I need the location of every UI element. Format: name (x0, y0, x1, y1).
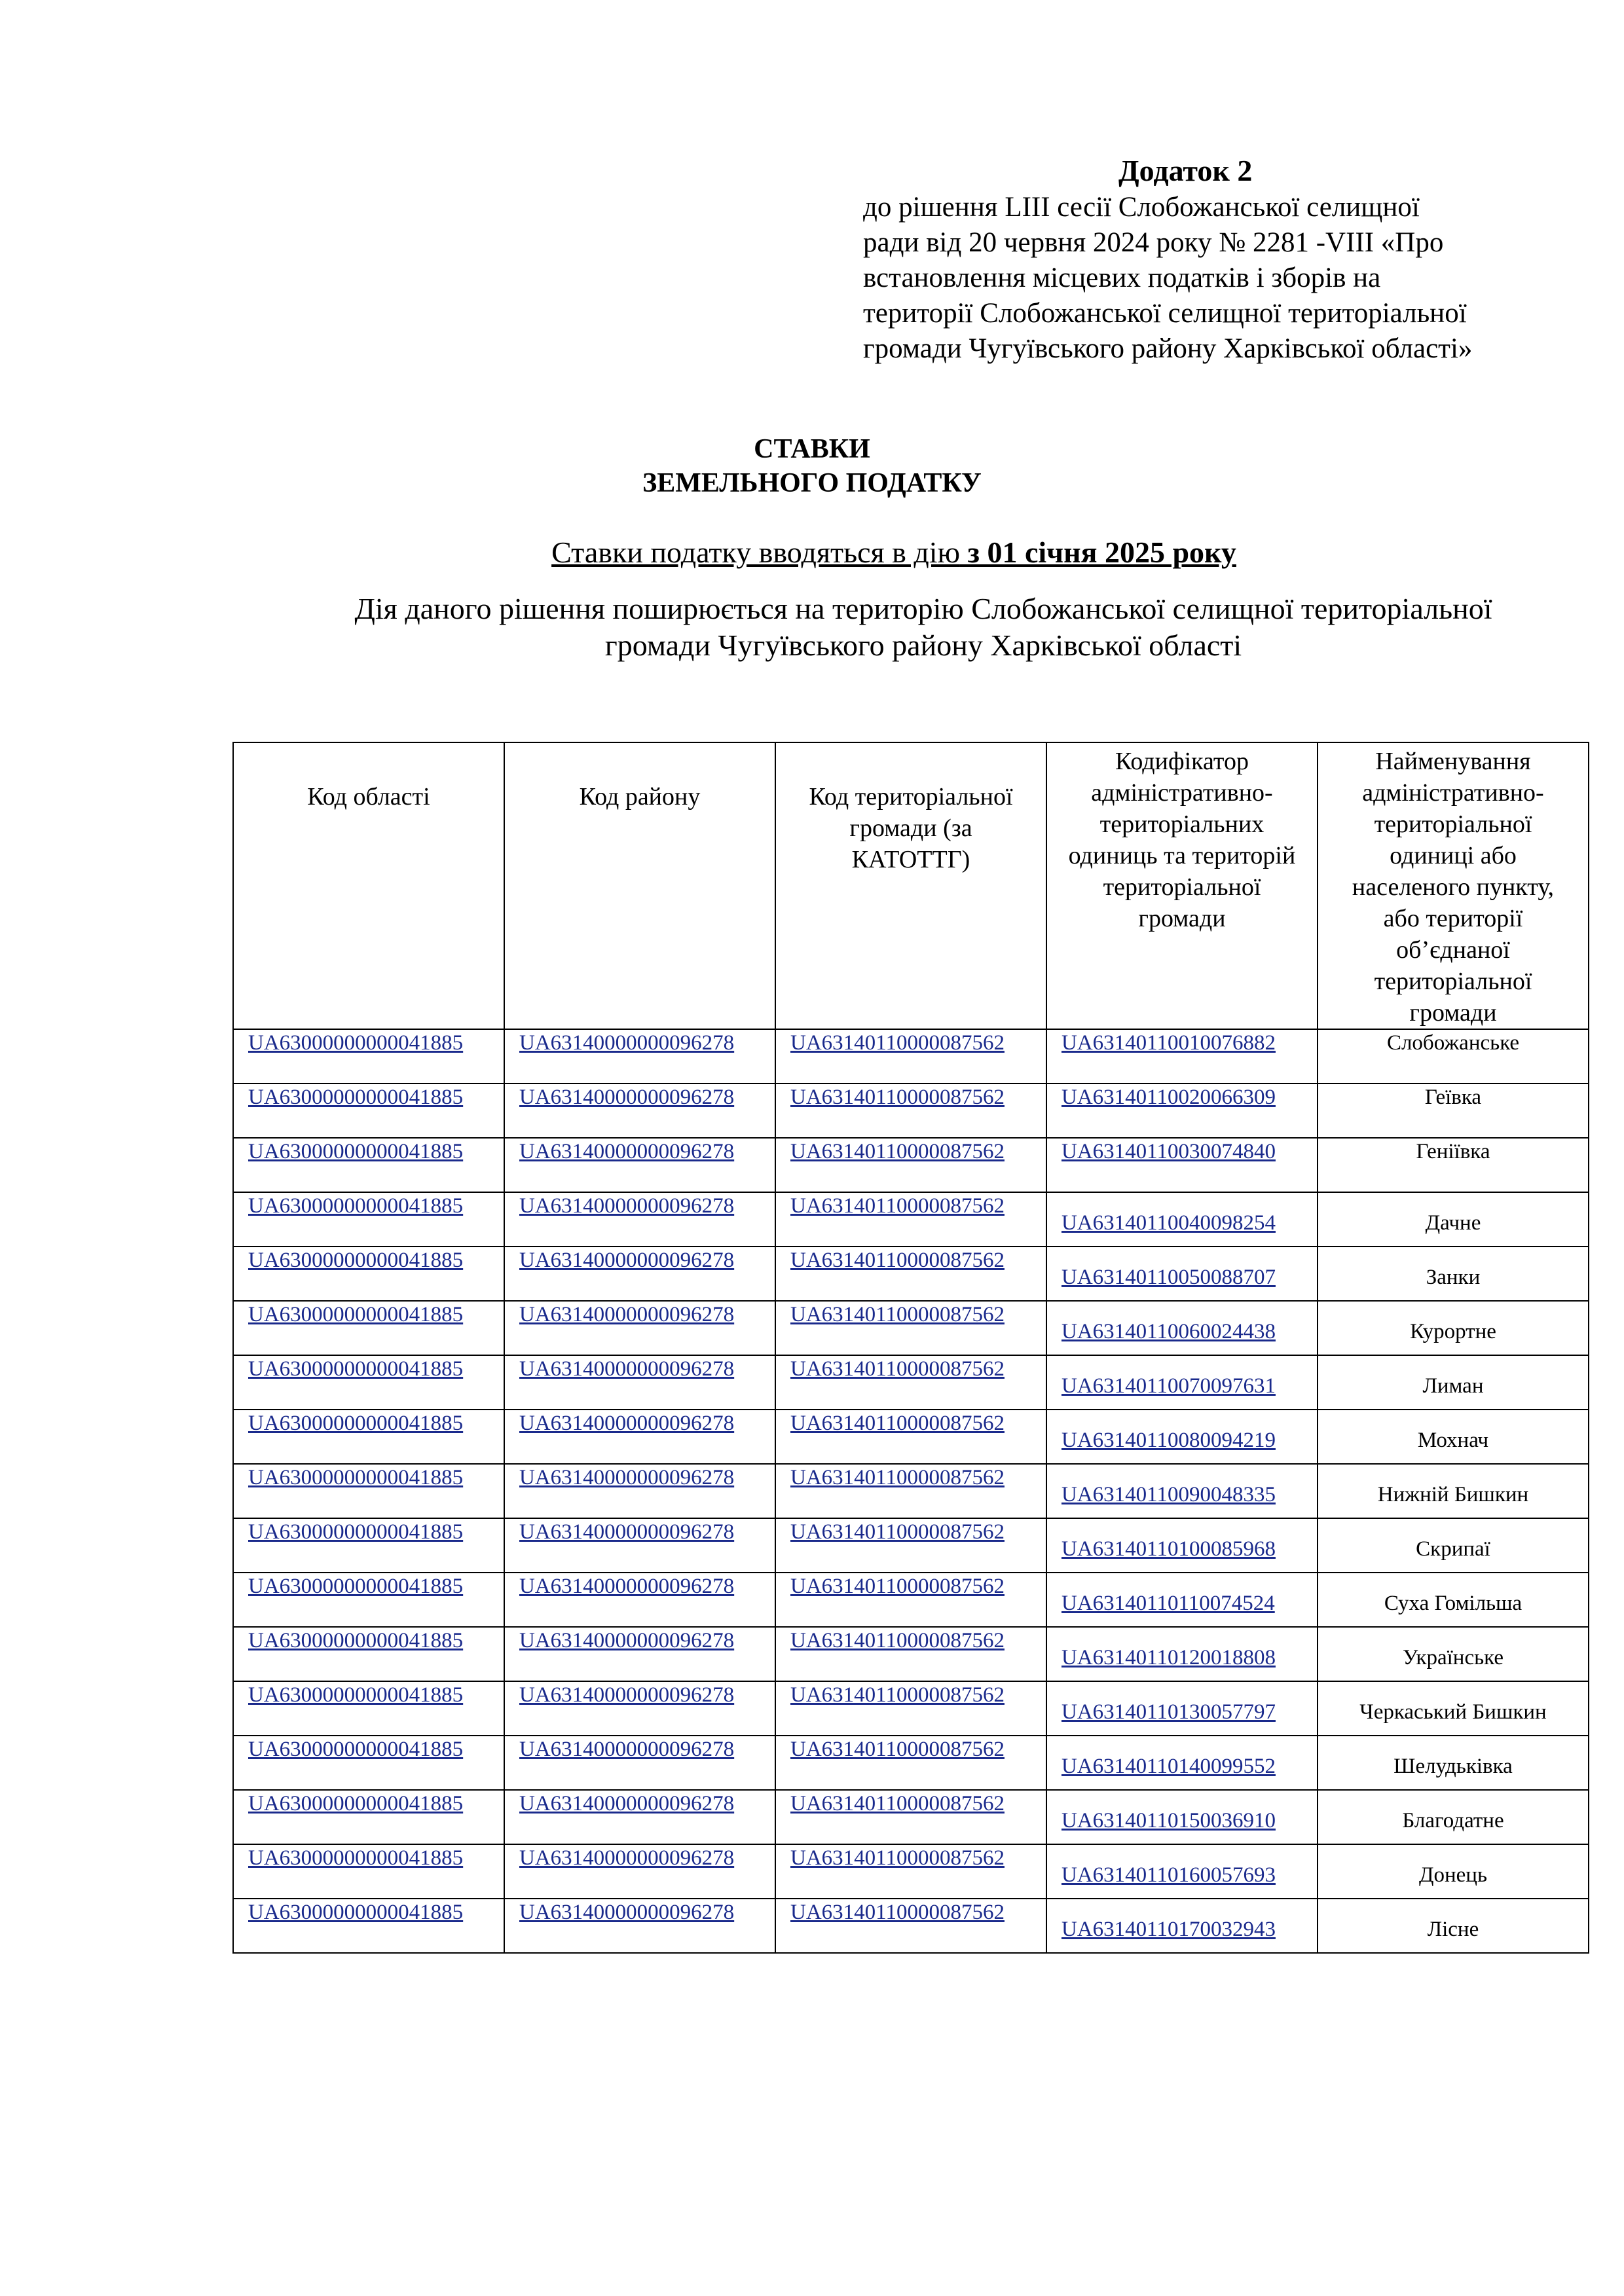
district-code-link[interactable]: UA63140000000096278 (504, 1573, 775, 1627)
district-code-link[interactable]: UA63140000000096278 (504, 1518, 775, 1573)
district-code-link[interactable]: UA63140000000096278 (504, 1790, 775, 1844)
region-code-link[interactable]: UA63000000000041885 (233, 1627, 504, 1681)
table-row (233, 1573, 1589, 1627)
unit-name: Шелудьківка (1318, 1736, 1589, 1790)
community-code-link[interactable]: UA63140110000087562 (775, 1844, 1046, 1899)
header-codifier: Кодифікатор адміністративно-територіальних одиниць та територій територіальної громади (1046, 742, 1318, 1029)
district-code-link[interactable]: UA63140000000096278 (504, 1192, 775, 1247)
community-code-link[interactable]: UA63140110000087562 (775, 1790, 1046, 1844)
district-code-link[interactable]: UA63140000000096278 (504, 1301, 775, 1355)
table-row (233, 1247, 1589, 1301)
region-code-link[interactable]: UA63000000000041885 (233, 1084, 504, 1138)
codifier-link[interactable]: UA63140110170032943 (1046, 1899, 1318, 1953)
table-row (233, 1084, 1589, 1138)
header-unit-name: Найменування адміністративно-територіальної одиниці або населеного пункту, або території об’єднаної територіальної громади (1318, 742, 1589, 1029)
region-code-link[interactable]: UA63000000000041885 (233, 1301, 504, 1355)
community-code-link[interactable]: UA63140110000087562 (775, 1627, 1046, 1681)
community-code-link[interactable]: UA63140110000087562 (775, 1573, 1046, 1627)
region-code-link[interactable]: UA63000000000041885 (233, 1247, 504, 1301)
region-code-link[interactable]: UA63000000000041885 (233, 1573, 504, 1627)
appendix-block (863, 152, 1583, 367)
unit-name: Геївка (1318, 1084, 1589, 1138)
table-row (233, 1029, 1589, 1084)
region-code-link[interactable]: UA63000000000041885 (233, 1736, 504, 1790)
district-code-link[interactable]: UA63140000000096278 (504, 1138, 775, 1192)
table-row (233, 1301, 1589, 1355)
unit-name: Суха Гомільша (1318, 1573, 1589, 1627)
table-row (233, 1410, 1589, 1464)
community-code-link[interactable]: UA63140110000087562 (775, 1138, 1046, 1192)
unit-name: Геніївка (1318, 1138, 1589, 1192)
appendix-line: до рішення LIII сесії Слобожанської селищної (863, 192, 1420, 223)
community-code-link[interactable]: UA63140110000087562 (775, 1301, 1046, 1355)
community-code-link[interactable]: UA63140110000087562 (775, 1899, 1046, 1953)
unit-name: Донець (1318, 1844, 1589, 1899)
unit-name: Дачне (1318, 1192, 1589, 1247)
unit-name: Занки (1318, 1247, 1589, 1301)
region-code-link[interactable]: UA63000000000041885 (233, 1790, 504, 1844)
codifier-link[interactable]: UA63140110030074840 (1046, 1138, 1318, 1192)
codifier-link[interactable]: UA63140110150036910 (1046, 1790, 1318, 1844)
community-code-link[interactable]: UA63140110000087562 (775, 1192, 1046, 1247)
unit-name: Українське (1318, 1627, 1589, 1681)
codifier-link[interactable]: UA63140110070097631 (1046, 1355, 1318, 1410)
community-code-link[interactable]: UA63140110000087562 (775, 1464, 1046, 1518)
appendix-line: території Слобожанської селищної територіальної (863, 298, 1467, 329)
title-line-1: СТАВКИ (754, 434, 870, 464)
document-title (0, 432, 1624, 500)
region-code-link[interactable]: UA63000000000041885 (233, 1355, 504, 1410)
codifier-link[interactable]: UA63140110130057797 (1046, 1681, 1318, 1736)
district-code-link[interactable]: UA63140000000096278 (504, 1355, 775, 1410)
region-code-link[interactable]: UA63000000000041885 (233, 1138, 504, 1192)
codifier-link[interactable]: UA63140110020066309 (1046, 1084, 1318, 1138)
region-code-link[interactable]: UA63000000000041885 (233, 1029, 504, 1084)
district-code-link[interactable]: UA63140000000096278 (504, 1627, 775, 1681)
table-row (233, 1681, 1589, 1736)
region-code-link[interactable]: UA63000000000041885 (233, 1844, 504, 1899)
codifier-link[interactable]: UA63140110120018808 (1046, 1627, 1318, 1681)
codifier-link[interactable]: UA63140110160057693 (1046, 1844, 1318, 1899)
region-code-link[interactable]: UA63000000000041885 (233, 1681, 504, 1736)
unit-name: Скрипаї (1318, 1518, 1589, 1573)
table-row (233, 1844, 1589, 1899)
region-code-link[interactable]: UA63000000000041885 (233, 1518, 504, 1573)
community-code-link[interactable]: UA63140110000087562 (775, 1355, 1046, 1410)
unit-name: Благодатне (1318, 1790, 1589, 1844)
effective-date-line (0, 534, 1624, 571)
codifier-link[interactable]: UA63140110060024438 (1046, 1301, 1318, 1355)
district-code-link[interactable]: UA63140000000096278 (504, 1899, 775, 1953)
header-community-code: Код територіальної громади (за КАТОТТГ) (775, 742, 1046, 1029)
codifier-link[interactable]: UA63140110140099552 (1046, 1736, 1318, 1790)
district-code-link[interactable]: UA63140000000096278 (504, 1029, 775, 1084)
district-code-link[interactable]: UA63140000000096278 (504, 1247, 775, 1301)
codifier-link[interactable]: UA63140110080094219 (1046, 1410, 1318, 1464)
table-row (233, 1518, 1589, 1573)
district-code-link[interactable]: UA63140000000096278 (504, 1084, 775, 1138)
codifier-link[interactable]: UA63140110100085968 (1046, 1518, 1318, 1573)
title-line-2: ЗЕМЕЛЬНОГО ПОДАТКУ (642, 468, 982, 498)
region-code-link[interactable]: UA63000000000041885 (233, 1464, 504, 1518)
table-row (233, 1790, 1589, 1844)
scope-statement (275, 591, 1572, 664)
district-code-link[interactable]: UA63140000000096278 (504, 1844, 775, 1899)
codifier-link[interactable]: UA63140110040098254 (1046, 1192, 1318, 1247)
appendix-line: встановлення місцевих податків і зборів на (863, 263, 1381, 293)
unit-name: Слобожанське (1318, 1029, 1589, 1084)
table-row (233, 1355, 1589, 1410)
appendix-line: ради від 20 червня 2024 року № 2281 -VIII «Про (863, 227, 1444, 258)
scope-line-2: громади Чугуївського району Харківської області (604, 629, 1242, 662)
community-code-link[interactable]: UA63140110000087562 (775, 1736, 1046, 1790)
region-code-link[interactable]: UA63000000000041885 (233, 1410, 504, 1464)
codifier-link[interactable]: UA63140110110074524 (1046, 1573, 1318, 1627)
table-row (233, 1899, 1589, 1953)
scope-line-1: Дія даного рішення поширюється на територію Слобожанської селищної територіальної (354, 592, 1492, 625)
unit-name: Лиман (1318, 1355, 1589, 1410)
table-row (233, 1138, 1589, 1192)
unit-name: Лісне (1318, 1899, 1589, 1953)
community-code-link[interactable]: UA63140110000087562 (775, 1247, 1046, 1301)
codifier-link[interactable]: UA63140110010076882 (1046, 1029, 1318, 1084)
community-code-link[interactable]: UA63140110000087562 (775, 1681, 1046, 1736)
appendix-title: Додаток 2 (1118, 154, 1253, 187)
codes-table (232, 742, 1589, 1954)
district-code-link[interactable]: UA63140000000096278 (504, 1410, 775, 1464)
table-row (233, 1192, 1589, 1247)
district-code-link[interactable]: UA63140000000096278 (504, 1736, 775, 1790)
codifier-link[interactable]: UA63140110050088707 (1046, 1247, 1318, 1301)
community-code-link[interactable]: UA63140110000087562 (775, 1029, 1046, 1084)
header-region-code: Код області (233, 742, 504, 1029)
unit-name: Черкаський Бишкин (1318, 1681, 1589, 1736)
table-header-row (233, 742, 1589, 1029)
effective-date: з 01 січня 2025 року (959, 536, 1236, 569)
community-code-link[interactable]: UA63140110000087562 (775, 1084, 1046, 1138)
appendix-line: громади Чугуївського району Харківської області» (863, 333, 1473, 364)
community-code-link[interactable]: UA63140110000087562 (775, 1410, 1046, 1464)
codifier-link[interactable]: UA63140110090048335 (1046, 1464, 1318, 1518)
table-row (233, 1627, 1589, 1681)
effective-plain: Ставки податку вводяться в дію (551, 536, 960, 569)
region-code-link[interactable]: UA63000000000041885 (233, 1899, 504, 1953)
community-code-link[interactable]: UA63140110000087562 (775, 1518, 1046, 1573)
header-district-code: Код району (504, 742, 775, 1029)
table-row (233, 1736, 1589, 1790)
district-code-link[interactable]: UA63140000000096278 (504, 1681, 775, 1736)
district-code-link[interactable]: UA63140000000096278 (504, 1464, 775, 1518)
unit-name: Нижній Бишкин (1318, 1464, 1589, 1518)
region-code-link[interactable]: UA63000000000041885 (233, 1192, 504, 1247)
unit-name: Мохнач (1318, 1410, 1589, 1464)
effective-text (551, 536, 1236, 569)
unit-name: Курортне (1318, 1301, 1589, 1355)
table-row (233, 1464, 1589, 1518)
